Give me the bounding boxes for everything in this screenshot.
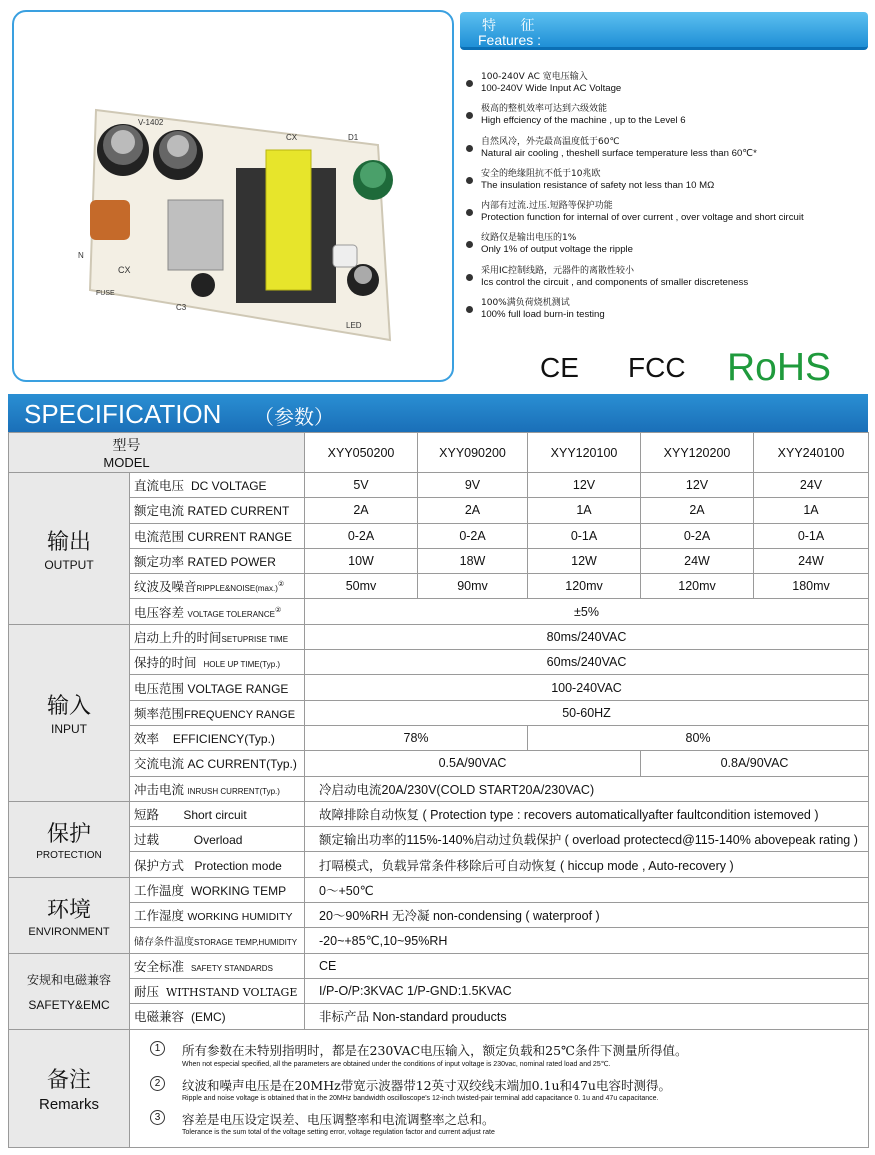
table-row — [9, 574, 869, 599]
row-label: 启动上升的时间SETUPRISE TIME — [130, 624, 305, 649]
value-cell: 2A — [305, 498, 418, 523]
table-row — [9, 801, 869, 826]
value-cell: CE — [305, 953, 869, 978]
feature-en: The insulation resistance of safety not less than 10 MΩ — [481, 179, 715, 191]
pcb-label-led: LED — [346, 321, 362, 330]
value-cell: 50mv — [305, 574, 418, 599]
list-item — [466, 298, 871, 330]
table-row — [9, 1029, 869, 1147]
table-row — [9, 751, 869, 776]
list-item — [466, 104, 871, 136]
list-item — [466, 233, 871, 265]
value-cell: 12V — [528, 473, 641, 498]
list-item: 2 纹波和噪声电压是在20MHz带宽示波器带12英寸双绞线末端加0.1u和47u电容时测得。 Ripple and noise voltage is obtained that in the 20MHz bandwidth oscilloscope's 12-inch twisted-pair terminal add capacitance 0. 1u and 47u capacitance. — [150, 1076, 858, 1102]
feature-cn: 100%满负荷烧机测试 — [481, 298, 570, 309]
row-label: 电压容差 VOLTAGE TOLERANCE② — [130, 599, 305, 624]
pcb-board-image — [78, 90, 398, 352]
pcb-label-fuse: FUSE — [96, 290, 115, 297]
table-row — [9, 624, 869, 649]
row-label: 效率 EFFICIENCY(Typ.) — [130, 725, 305, 750]
environment-group: 环境 ENVIRONMENT — [9, 877, 130, 953]
row-label: 工作湿度 WORKING HUMIDITY — [130, 903, 305, 928]
row-label: 电流范围 CURRENT RANGE — [130, 523, 305, 548]
model-cn: 型号 — [112, 438, 141, 454]
value-cell: 0-1A — [528, 523, 641, 548]
row-label: 直流电压 DC VOLTAGE — [130, 473, 305, 498]
row-label: 电磁兼容 (EMC) — [130, 1004, 305, 1029]
model-cell: XYY090200 — [418, 433, 528, 473]
feature-cn: 纹路仅是输出电压的1% — [481, 233, 577, 244]
output-en: OUTPUT — [44, 557, 94, 572]
feature-en: Ics control the circuit , and components of smaller discreteness — [481, 276, 749, 288]
row-label: 安全标准 SAFETY STANDARDS — [130, 953, 305, 978]
value-cell: 1A — [754, 498, 869, 523]
value-cell: ±5% — [305, 599, 869, 624]
pcb-label-cx: CX — [118, 265, 131, 275]
table-row — [9, 498, 869, 523]
pcb-label-n: N — [78, 251, 84, 260]
feature-en: High effciency of the machine , up to the Level 6 — [481, 115, 686, 127]
table-row — [9, 473, 869, 498]
value-cell: 90mv — [418, 574, 528, 599]
table-row — [9, 599, 869, 624]
rohs-mark: RoHS — [727, 346, 832, 389]
value-cell: 2A — [641, 498, 754, 523]
value-cell: 80% — [528, 725, 869, 750]
list-item — [466, 201, 871, 233]
value-cell: 20～90%RH 无冷凝 non-condensing ( waterproof ) — [305, 903, 869, 928]
model-header — [9, 433, 305, 473]
bullet-icon — [466, 112, 473, 119]
feature-en: Natural air cooling , theshell surface temperature less than 60℃* — [481, 147, 757, 159]
bullet-icon — [466, 80, 473, 87]
table-row — [9, 978, 869, 1003]
value-cell: 24V — [754, 473, 869, 498]
row-label: 耐压 WITHSTAND VOLTAGE — [130, 978, 305, 1003]
feature-en: Protection function for internal of over current , over voltage and short circuit — [481, 212, 804, 224]
value-cell: 0.8A/90VAC — [641, 751, 869, 776]
table-row — [9, 700, 869, 725]
value-cell: 10W — [305, 548, 418, 573]
value-cell: 9V — [418, 473, 528, 498]
value-cell: I/P-O/P:3KVAC 1/P-GND:1.5KVAC — [305, 978, 869, 1003]
pcb-label-d1: D1 — [348, 133, 359, 142]
specification-header — [8, 394, 868, 432]
input-group: 输入 INPUT — [9, 624, 130, 801]
fcc-mark: FCC — [628, 352, 686, 383]
row-label: 交流电流 AC CURRENT(Typ.) — [130, 751, 305, 776]
table-row — [9, 776, 869, 801]
value-cell: 冷启动电流20A/230V(COLD START20A/230VAC) — [305, 776, 869, 801]
bullet-icon — [466, 145, 473, 152]
features-list — [466, 72, 871, 330]
value-cell: 0-2A — [418, 523, 528, 548]
feature-cn: 极高的整机效率可达到六级效能 — [481, 104, 608, 115]
pcb-label-cx2: CX — [286, 133, 298, 142]
spec-title-en: SPECIFICATION — [24, 399, 222, 429]
feature-cn: 安全的绝缘阻抗不低于10兆欧 — [481, 168, 601, 179]
value-cell: 24W — [754, 548, 869, 573]
row-label: 保持的时间 HOLE UP TIME(Typ.) — [130, 650, 305, 675]
pcb-label-c3: C3 — [176, 303, 187, 312]
model-en: MODEL — [103, 455, 150, 470]
value-cell: 2A — [418, 498, 528, 523]
row-label: 频率范围FREQUENCY RANGE — [130, 700, 305, 725]
list-item — [466, 137, 871, 169]
value-cell: 0.5A/90VAC — [305, 751, 641, 776]
table-row — [9, 1004, 869, 1029]
ce-mark: CE — [540, 352, 579, 383]
value-cell: 120mv — [528, 574, 641, 599]
bullet-icon — [466, 209, 473, 216]
table-row — [9, 675, 869, 700]
value-cell: 180mv — [754, 574, 869, 599]
value-cell: 0～+50℃ — [305, 877, 869, 902]
features-title-en: Features : — [478, 32, 542, 48]
table-row — [9, 877, 869, 902]
model-cell: XYY240100 — [754, 433, 869, 473]
protection-group: 保护 PROTECTION — [9, 801, 130, 877]
table-row — [9, 433, 869, 473]
model-cell: XYY120200 — [641, 433, 754, 473]
remarks-group: 备注 Remarks — [9, 1029, 130, 1147]
value-cell: 额定输出功率的115%-140%启动过负载保护 ( overload protectecd@115-140% abovepeak rating ) — [305, 827, 869, 852]
feature-cn: 自然风冷，外壳最高温度低于60℃ — [481, 136, 620, 147]
value-cell: -20~+85℃,10~95%RH — [305, 928, 869, 953]
value-cell: 12W — [528, 548, 641, 573]
feature-en: 100% full load burn-in testing — [481, 309, 605, 321]
output-cn: 输出 — [46, 529, 91, 555]
features-title-cn: 特 征 — [482, 18, 545, 34]
value-cell: 1A — [528, 498, 641, 523]
table-row — [9, 548, 869, 573]
row-label: 冲击电流 INRUSH CURRENT(Typ.) — [130, 776, 305, 801]
remarks-body — [130, 1029, 869, 1147]
value-cell: 5V — [305, 473, 418, 498]
feature-en: Only 1% of output voltage the ripple — [481, 244, 633, 256]
list-item — [466, 266, 871, 298]
table-row — [9, 903, 869, 928]
feature-en: 100-240V Wide Input AC Voltage — [481, 83, 622, 94]
row-label: 工作温度 WORKING TEMP — [130, 877, 305, 902]
output-group — [9, 473, 130, 625]
row-label: 额定电流 RATED CURRENT — [130, 498, 305, 523]
bullet-icon — [466, 241, 473, 248]
row-label: 额定功率 RATED POWER — [130, 548, 305, 573]
features-header — [460, 12, 868, 50]
table-row — [9, 852, 869, 877]
value-cell: 12V — [641, 473, 754, 498]
table-row — [9, 928, 869, 953]
value-cell: 60ms/240VAC — [305, 650, 869, 675]
list-item — [466, 72, 871, 104]
bullet-icon — [466, 306, 473, 313]
list-item: 1 所有参数在未特别指明时，都是在230VAC电压输入，额定负载和25℃条件下测量所得值。 When not especial specified, all the parameters are obtained under the conditions of input voltage is 230vac, nominal rated load and 25℃. — [150, 1041, 858, 1068]
value-cell: 78% — [305, 725, 528, 750]
value-cell: 120mv — [641, 574, 754, 599]
table-row — [9, 650, 869, 675]
feature-cn: 内部有过流.过压.短路等保护功能 — [481, 201, 613, 212]
bullet-icon — [466, 274, 473, 281]
value-cell: 故障排除自动恢复 ( Protection type : recovers automaticallyafter faultcondition istemoved ) — [305, 801, 869, 826]
product-photo-frame — [12, 10, 454, 382]
value-cell: 0-2A — [641, 523, 754, 548]
value-cell: 80ms/240VAC — [305, 624, 869, 649]
table-row — [9, 725, 869, 750]
value-cell: 0-1A — [754, 523, 869, 548]
list-item — [466, 169, 871, 201]
value-cell: 0-2A — [305, 523, 418, 548]
spec-table — [8, 432, 869, 1148]
feature-cn: 采用IC控制线路，元器件的离散性较小 — [481, 265, 634, 276]
spec-title-cn: （参数） — [254, 405, 334, 429]
feature-cn: 100-240V AC 宽电压输入 — [481, 72, 588, 82]
value-cell: 24W — [641, 548, 754, 573]
row-label: 保护方式 Protection mode — [130, 852, 305, 877]
safety-group: 安规和电磁兼容 SAFETY&EMC — [9, 953, 130, 1029]
table-row — [9, 827, 869, 852]
row-label: 储存条件温度STORAGE TEMP,HUMIDITY — [130, 928, 305, 953]
value-cell: 100-240VAC — [305, 675, 869, 700]
row-label: 纹波及噪音RIPPLE&NOISE(max.)② — [130, 574, 305, 599]
row-label: 过载 Overload — [130, 827, 305, 852]
value-cell: 18W — [418, 548, 528, 573]
bullet-icon — [466, 177, 473, 184]
pcb-label-top: V-1402 — [138, 118, 164, 127]
row-label: 短路 Short circuit — [130, 801, 305, 826]
model-cell: XYY050200 — [305, 433, 418, 473]
list-item: 3 容差是电压设定误差、电压调整率和电流调整率之总和。 Tolerance is the sum total of the voltage setting error, voltage regulation factor and current adjust rate — [150, 1110, 858, 1136]
value-cell: 50-60HZ — [305, 700, 869, 725]
value-cell: 非标产品 Non-standard prouducts — [305, 1004, 869, 1029]
model-cell: XYY120100 — [528, 433, 641, 473]
value-cell: 打嗝模式，负载异常条件移除后可自动恢复 ( hiccup mode , Auto-recovery ) — [305, 852, 869, 877]
table-row — [9, 953, 869, 978]
row-label: 电压范围 VOLTAGE RANGE — [130, 675, 305, 700]
table-row — [9, 523, 869, 548]
